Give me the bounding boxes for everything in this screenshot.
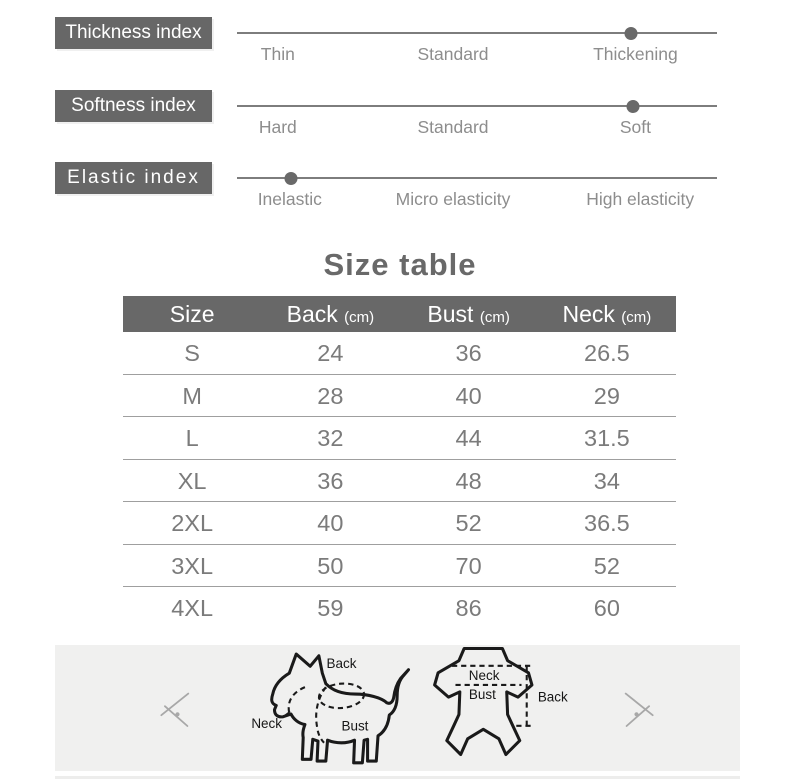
thickness-index-row: [0, 10, 800, 82]
table-row: [123, 375, 676, 418]
table-cell-neck: 36.5: [584, 510, 630, 536]
table-cell-neck: 31.5: [584, 425, 630, 451]
table-cell-bust: 86: [455, 595, 482, 621]
table-cell-neck: 60: [593, 595, 620, 621]
table-row: [123, 460, 676, 503]
option-thickening: Thickening: [593, 44, 678, 64]
scale-line: [237, 32, 717, 34]
table-row: [123, 417, 676, 460]
scale-options: [237, 189, 717, 213]
table-cell-bust: 48: [455, 467, 482, 494]
option-micro-elasticity: Micro elasticity: [395, 189, 511, 209]
unit-label: (cm): [479, 308, 510, 326]
table-cell-back: 24: [317, 340, 344, 366]
left-chevron-decor-icon: [155, 687, 191, 729]
elastic-index-label-box: [55, 162, 212, 194]
dog-back-label: Back: [326, 655, 357, 671]
softness-index-label-box: [55, 90, 212, 122]
option-soft: Soft: [619, 117, 651, 137]
elastic-index-row: [0, 155, 800, 227]
table-cell-neck: 52: [593, 552, 620, 579]
elastic-scale: [237, 167, 717, 223]
option-inelastic: Inelastic: [257, 189, 322, 209]
unit-label: (cm): [344, 308, 375, 326]
table-cell-bust: 70: [455, 552, 482, 579]
table-cell-back: 40: [317, 510, 344, 536]
scale-line: [237, 177, 717, 179]
softness-scale: [237, 95, 717, 151]
table-cell-size: S: [184, 340, 200, 366]
size-table-header: [123, 296, 676, 332]
unit-label: (cm): [621, 308, 652, 326]
option-high-elasticity: High elasticity: [586, 189, 695, 209]
option-thin: Thin: [260, 44, 295, 64]
option-standard: Standard: [417, 117, 489, 137]
size-table: [123, 296, 676, 630]
table-cell-neck: 26.5: [584, 340, 630, 366]
table-row: [123, 545, 676, 588]
table-cell-bust: 44: [455, 425, 482, 451]
table-cell-back: 59: [317, 595, 344, 621]
softness-level-dot: [627, 100, 640, 113]
scale-options: [237, 117, 717, 141]
table-cell-back: 36: [317, 467, 344, 494]
softness-index-row: [0, 83, 800, 155]
column-header-size: Size: [169, 300, 215, 327]
index-scales-section: [0, 0, 800, 240]
table-cell-bust: 52: [455, 510, 482, 536]
option-hard: Hard: [258, 117, 297, 137]
index-label: Softness index: [71, 95, 196, 116]
table-cell-size: L: [185, 425, 199, 451]
table-cell-back: 32: [317, 425, 344, 451]
option-standard: Standard: [417, 44, 489, 64]
table-row: [123, 502, 676, 545]
table-row: [123, 332, 676, 375]
index-label: Thickness index: [65, 22, 202, 43]
index-label: Elastic index: [67, 167, 200, 188]
table-cell-back: 50: [317, 552, 344, 579]
scale-options: [237, 44, 717, 68]
table-cell-bust: 40: [455, 382, 482, 409]
table-cell-size: 4XL: [171, 595, 214, 621]
dog-neck-label: Neck: [251, 716, 283, 732]
thickness-level-dot: [624, 27, 637, 40]
column-header-bust: Bust (cm): [427, 300, 510, 327]
column-header-neck: Neck (cm): [562, 300, 652, 327]
dog-measurement-diagram: [251, 647, 425, 769]
table-cell-size: M: [182, 382, 202, 409]
table-cell-size: 2XL: [171, 510, 214, 536]
table-cell-back: 28: [317, 382, 344, 409]
scale-line: [237, 105, 717, 107]
measuring-diagram-panel: [55, 645, 740, 771]
table-cell-size: XL: [177, 467, 207, 494]
table-cell-neck: 29: [593, 382, 620, 409]
elastic-level-dot: [285, 172, 298, 185]
right-chevron-decor-icon: [623, 687, 659, 729]
column-header-back: Back (cm): [286, 300, 375, 327]
table-cell-bust: 36: [455, 340, 482, 366]
table-body: [123, 332, 676, 630]
thickness-scale: [237, 22, 717, 78]
garment-back-label: Back: [537, 689, 568, 705]
table-row: [123, 587, 676, 630]
garment-bust-label: Bust: [468, 686, 496, 702]
thickness-index-label-box: [55, 17, 212, 49]
garment-neck-label: Neck: [468, 667, 500, 683]
table-cell-neck: 34: [593, 467, 620, 494]
garment-measurement-diagram: [431, 645, 579, 771]
dog-bust-label: Bust: [341, 718, 369, 734]
size-table-title: Size table: [323, 247, 477, 282]
table-cell-size: 3XL: [171, 552, 214, 579]
